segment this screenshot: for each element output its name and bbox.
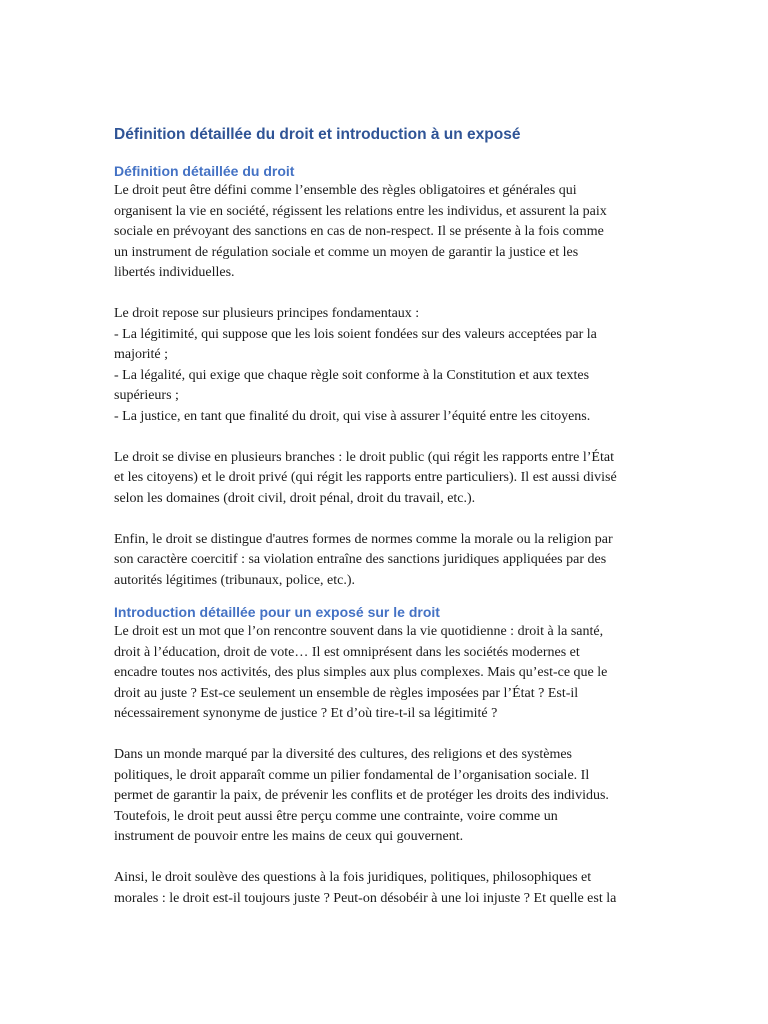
text-line: Ainsi, le droit soulève des questions à la fois juridiques, politiques, philosophiques et <box>114 870 592 885</box>
text-line: Dans un monde marqué par la diversité des cultures, des religions et des systèmes <box>114 747 572 762</box>
text-line: permet de garantir la paix, de prévenir les conflits et de protéger les droits des individus. <box>114 788 609 803</box>
section-definition <box>114 161 659 591</box>
paragraph <box>114 745 659 848</box>
section-heading-introduction: Introduction détaillée pour un exposé sur le droit <box>114 604 440 620</box>
text-line: selon les domaines (droit civil, droit pénal, droit du travail, etc.). <box>114 490 476 506</box>
document-title: Définition détaillée du droit et introduction à un exposé <box>114 126 521 143</box>
text-line: libertés individuelles. <box>114 265 235 280</box>
text-line: sociale en prévoyant des sanctions en cas de non-respect. Il se présente à la fois comme <box>114 224 604 239</box>
text-line: Toutefois, le droit peut aussi être perçu comme une contrainte, voire comme un <box>114 808 558 824</box>
text-line: - La légitimité, qui suppose que les lois soient fondées sur des valeurs acceptées par la <box>114 326 597 342</box>
text-line: morales : le droit est-il toujours juste ? Peut-on désobéir à une loi injuste ? Et quelle est la <box>114 890 617 906</box>
section-heading-definition: Définition détaillée du droit <box>114 163 295 179</box>
paragraph <box>114 181 659 284</box>
text-line: Enfin, le droit se distingue d'autres formes de normes comme la morale ou la religion par <box>114 531 613 547</box>
text-line: - La justice, en tant que finalité du droit, qui vise à assurer l’équité entre les citoyens. <box>114 408 591 424</box>
text-line: supérieurs ; <box>114 388 179 403</box>
text-line: Le droit est un mot que l’on rencontre souvent dans la vie quotidienne : droit à la santé, <box>114 624 604 639</box>
text-line: encadre toutes nos activités, des plus simples aux plus complexes. Mais qu’est-ce que le <box>114 665 608 680</box>
text-line: Le droit se divise en plusieurs branches : le droit public (qui régit les rapports entre l’État <box>114 449 614 465</box>
text-line: - La légalité, qui exige que chaque règle soit conforme à la Constitution et aux textes <box>114 367 590 383</box>
text-line: politiques, le droit apparaît comme un pilier fondamental de l’organisation sociale. Il <box>114 767 590 783</box>
text-line: Le droit repose sur plusieurs principes fondamentaux : <box>114 306 420 321</box>
text-line: instrument de pouvoir entre les mains de ceux qui gouvernent. <box>114 829 464 844</box>
paragraph <box>114 304 659 427</box>
document-page <box>114 124 659 909</box>
text-line: droit au juste ? Est-ce seulement un ensemble de règles imposées par l’État ? Est-il <box>114 685 579 701</box>
text-line: et les citoyens) et le droit privé (qui régit les rapports entre particuliers). Il est aussi divisé <box>114 470 617 485</box>
text-line: autorités légitimes (tribunaux, police, etc.). <box>114 572 356 588</box>
text-line: nécessairement synonyme de justice ? Et d’où tire-t-il sa légitimité ? <box>114 706 498 721</box>
text-line: un instrument de régulation sociale et comme un moyen de garantir la justice et les <box>114 244 579 260</box>
text-line: organisent la vie en société, régissent les relations entre les individus, et assurent la paix <box>114 203 607 219</box>
text-line: droit à l’éducation, droit de vote… Il est omniprésent dans les sociétés modernes et <box>114 644 580 660</box>
paragraph <box>114 448 659 510</box>
text-line: Le droit peut être défini comme l’ensemble des règles obligatoires et générales qui <box>114 183 577 198</box>
paragraph <box>114 622 659 725</box>
text-line: majorité ; <box>114 347 169 362</box>
section-introduction <box>114 602 659 909</box>
paragraph <box>114 868 659 909</box>
text-line: son caractère coercitif : sa violation entraîne des sanctions juridiques appliquées par des <box>114 552 607 567</box>
paragraph <box>114 530 659 592</box>
